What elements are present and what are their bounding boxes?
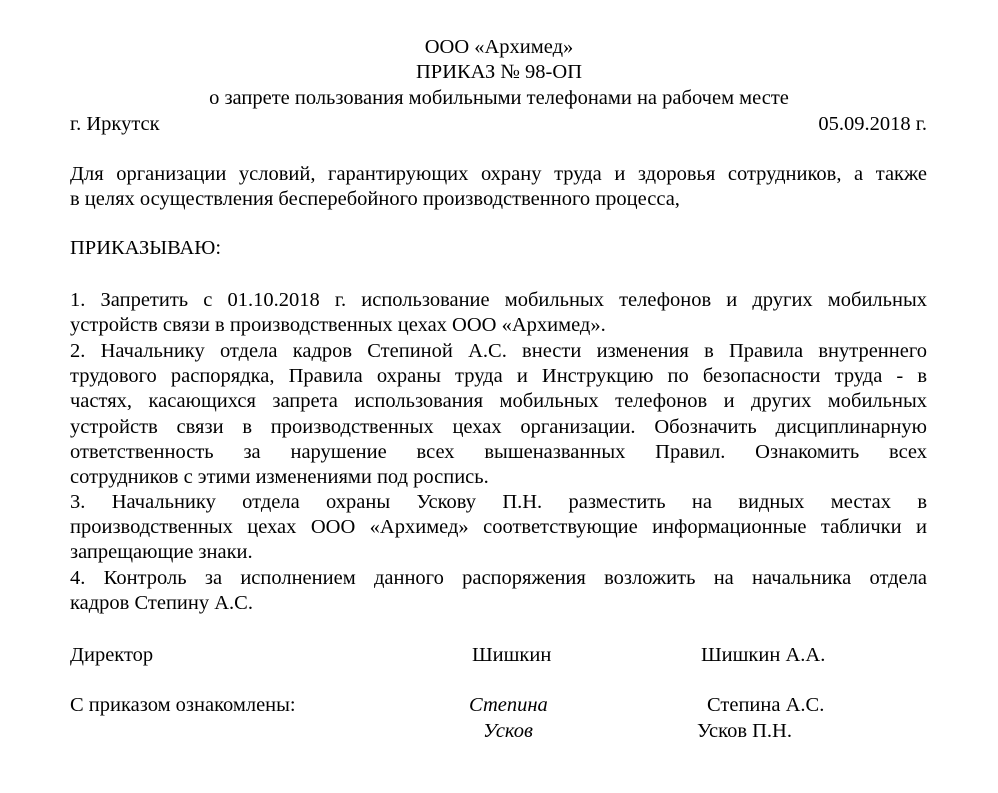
order-item-1 [70,288,927,338]
preamble [70,162,927,212]
item-line: производственных цехах ООО «Архимед» соответствующие информационные таблички и [70,516,927,539]
item-line: устройств связи в производственных цехах организации. Обозначить дисциплинарную [70,415,927,438]
acknowledgement-signature: Усков [483,720,533,742]
director-signature: Шишкин [472,644,552,666]
item-line: запрещающие знаки. [70,541,253,564]
acknowledgement-name: Усков П.Н. [697,720,792,742]
item-line: 1. Запретить с 01.10.2018 г. использование мобильных телефонов и других мобильных [70,289,927,311]
item-line: кадров Степину А.С. [70,592,253,615]
item-line: устройств связи в производственных цехах ООО «Архимед». [70,314,606,337]
item-line: трудового распорядка, Правила охраны труда и Инструкцию по безопасности труда - в [70,365,927,388]
item-line: частях, касающихся запрета использования мобильных телефонов и других мобильных [70,390,927,413]
order-title: ПРИКАЗ № 98-ОП [416,61,582,83]
preamble-line: в целях осуществления бесперебойного производственного процесса, [70,188,680,211]
director-role: Директор [70,644,154,666]
item-line: 3. Начальнику отдела охраны Ускову П.Н. разместить на видных местах в [70,491,927,513]
item-line: 4. Контроль за исполнением данного распоряжения возложить на начальника отдела [70,567,927,589]
acknowledgement-name: Степина А.С. [707,694,825,716]
city: г. Иркутск [70,113,160,135]
preamble-line: Для организации условий, гарантирующих охрану труда и здоровья сотрудников, а также [70,163,927,185]
item-line: сотрудников с этими изменениями под роспись. [70,465,489,488]
organization-name: ООО «Архимед» [424,36,574,58]
order-item-3 [70,490,927,566]
order-item-4 [70,566,927,616]
acknowledgement-signature: Степина [469,694,548,716]
acknowledged-label: С приказом ознакомлены: [70,694,296,716]
director-name: Шишкин А.А. [701,644,826,666]
item-line: 2. Начальнику отдела кадров Степиной А.С. внести изменения в Правила внутреннего [70,340,927,362]
order-date: 05.09.2018 г. [818,113,927,135]
order-subject: о запрете пользования мобильными телефонами на рабочем месте [209,87,789,109]
item-line: ответственность за нарушение всех вышеназванных Правил. Ознакомить всех [70,440,927,463]
order-item-2 [70,339,927,490]
order-word: ПРИКАЗЫВАЮ: [70,237,222,259]
